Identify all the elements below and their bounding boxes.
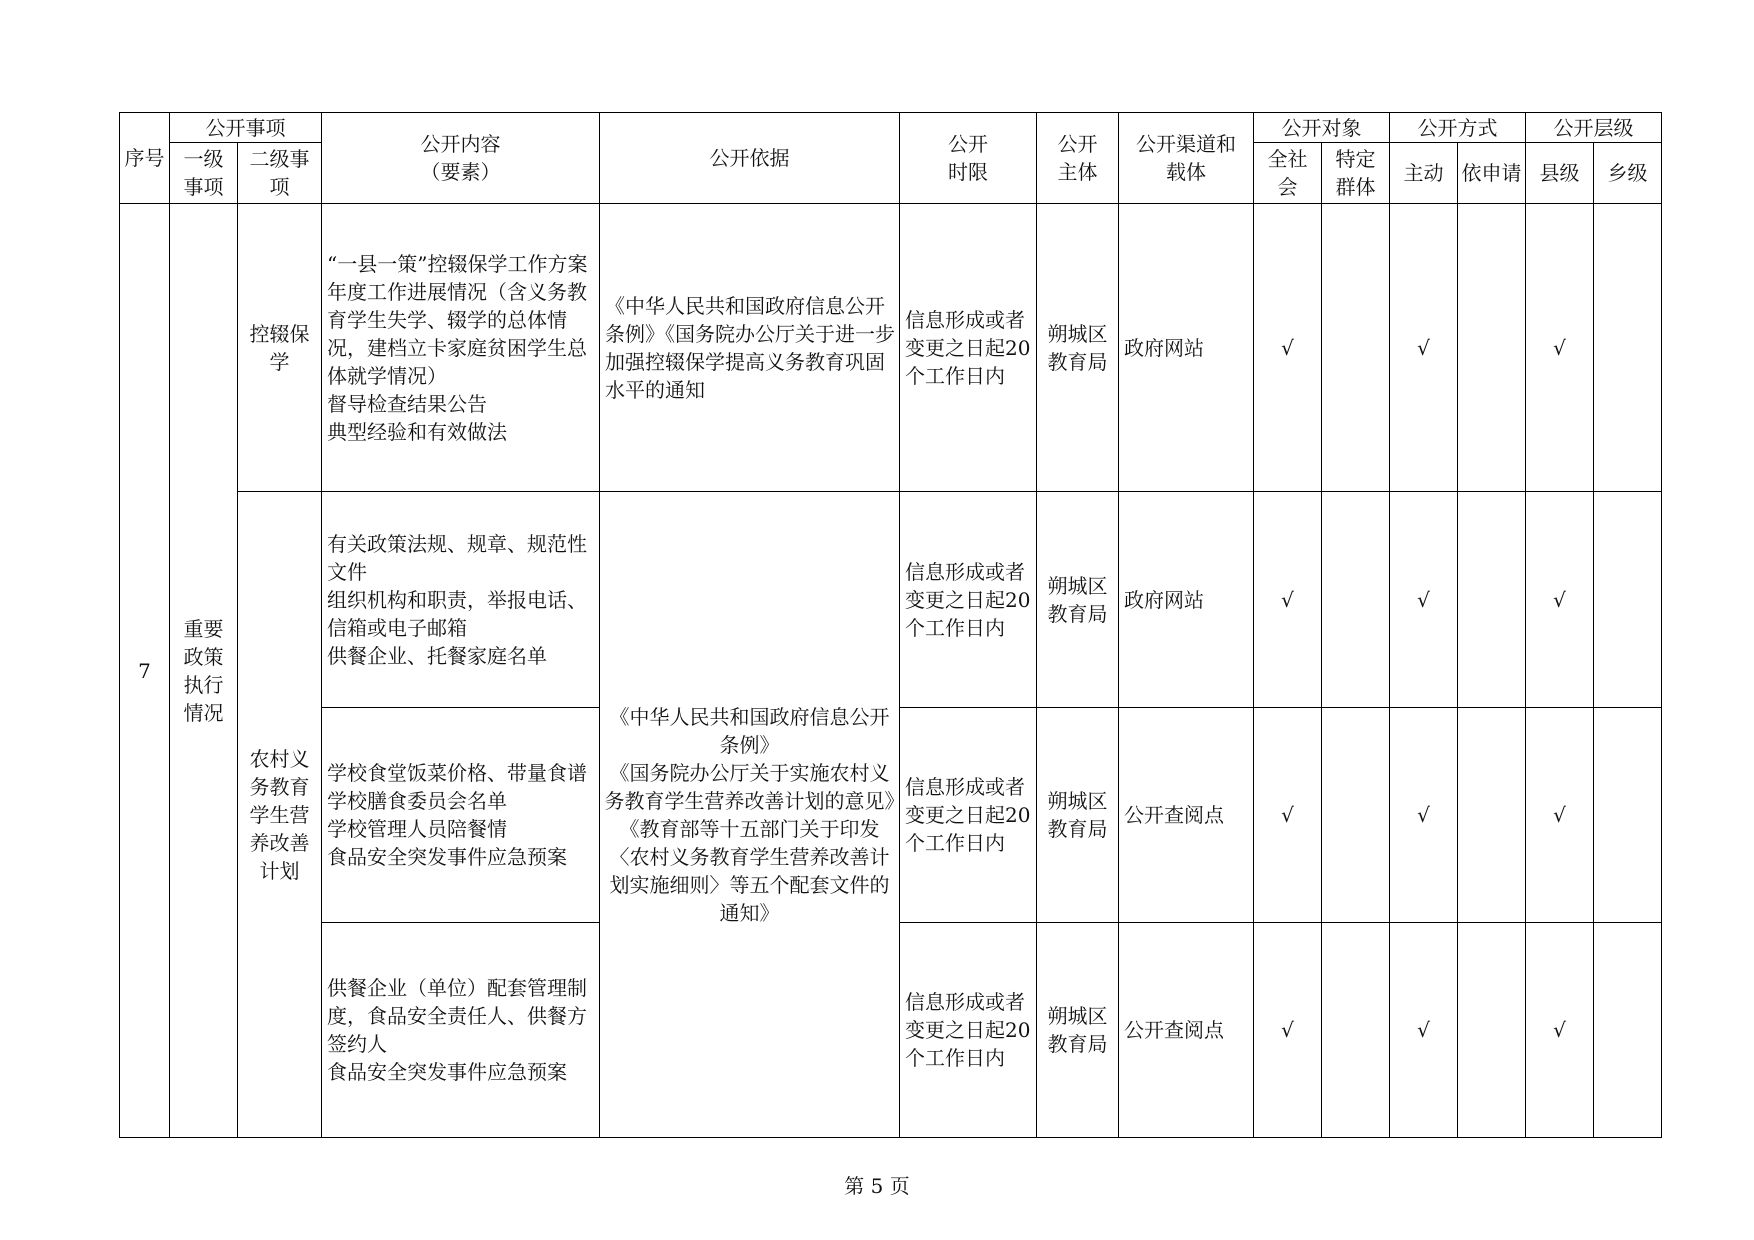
row-content: 学校食堂饭菜价格、带量食谱 学校膳食委员会名单 学校管理人员陪餐情 食品安全突发事件应急预案 [322, 708, 600, 923]
header-method-apply: 依申请 [1458, 143, 1526, 204]
row-level-county: √ [1526, 492, 1594, 708]
table-row [120, 492, 1662, 708]
row-target-all: √ [1254, 204, 1322, 492]
header-level-county: 县级 [1526, 143, 1594, 204]
header-public-items: 公开事项 [170, 113, 322, 143]
row-content: 有关政策法规、规章、规范性文件 组织机构和职责，举报电话、信箱或电子邮箱 供餐企业、托餐家庭名单 [322, 492, 600, 708]
row-method-apply [1458, 708, 1526, 923]
row-subject: 朔城区 教育局 [1037, 923, 1119, 1138]
row-target-all: √ [1254, 492, 1322, 708]
row-method-apply [1458, 492, 1526, 708]
row-time-limit: 信息形成或者变更之日起20个工作日内 [900, 204, 1037, 492]
header-time-limit: 公开 时限 [900, 113, 1037, 204]
row-channel: 政府网站 [1119, 204, 1254, 492]
row-method-active: √ [1390, 708, 1458, 923]
header-content: 公开内容 （要素） [322, 113, 600, 204]
row-level2: 农村义 务教育 学生营 养改善 计划 [238, 492, 322, 1138]
row-target-specific [1322, 204, 1390, 492]
header-basis: 公开依据 [600, 113, 900, 204]
row-level-town [1594, 204, 1662, 492]
row-method-active: √ [1390, 204, 1458, 492]
row-level-town [1594, 708, 1662, 923]
disclosure-table [119, 112, 1662, 1138]
row-method-active: √ [1390, 923, 1458, 1138]
row-target-all: √ [1254, 923, 1322, 1138]
row-basis: 《中华人民共和国政府信息公开条例》《国务院办公厅关于进一步加强控辍保学提高义务教育巩固水平的通知 [600, 204, 900, 492]
header-subject: 公开 主体 [1037, 113, 1119, 204]
header-level: 公开层级 [1526, 113, 1662, 143]
row-subject: 朔城区 教育局 [1037, 204, 1119, 492]
header-channel: 公开渠道和 载体 [1119, 113, 1254, 204]
row-target-specific [1322, 492, 1390, 708]
row-time-limit: 信息形成或者变更之日起20个工作日内 [900, 923, 1037, 1138]
header-level-town: 乡级 [1594, 143, 1662, 204]
table-row [120, 204, 1662, 492]
row-time-limit: 信息形成或者变更之日起20个工作日内 [900, 492, 1037, 708]
header-target-specific: 特定 群体 [1322, 143, 1390, 204]
row-channel: 公开查阅点 [1119, 923, 1254, 1138]
row-channel: 公开查阅点 [1119, 708, 1254, 923]
row-time-limit: 信息形成或者变更之日起20个工作日内 [900, 708, 1037, 923]
row-target-specific [1322, 923, 1390, 1138]
row-basis: 《中华人民共和国政府信息公开条例》 《国务院办公厅关于实施农村义务教育学生营养改善计划的意见》《教育部等十五部门关于印发〈农村义务教育学生营养改善计划实施细则〉等五个配套文件的通知》 [600, 492, 900, 1138]
header-method: 公开方式 [1390, 113, 1526, 143]
row-method-apply [1458, 923, 1526, 1138]
row-level1: 重要 政策 执行 情况 [170, 204, 238, 1138]
row-seq: 7 [120, 204, 170, 1138]
header-seq: 序号 [120, 113, 170, 204]
page-number: 第 5 页 [844, 1174, 910, 1198]
row-content: “一县一策”控辍保学工作方案 年度工作进展情况（含义务教育学生失学、辍学的总体情况，建档立卡家庭贫困学生总体就学情况） 督导检查结果公告 典型经验和有效做法 [322, 204, 600, 492]
header-level2: 二级事 项 [238, 143, 322, 204]
header-target: 公开对象 [1254, 113, 1390, 143]
row-channel: 政府网站 [1119, 492, 1254, 708]
row-method-apply [1458, 204, 1526, 492]
row-level2: 控辍保 学 [238, 204, 322, 492]
row-target-all: √ [1254, 708, 1322, 923]
row-subject: 朔城区 教育局 [1037, 708, 1119, 923]
row-level-county: √ [1526, 708, 1594, 923]
row-level-county: √ [1526, 204, 1594, 492]
row-level-town [1594, 923, 1662, 1138]
row-content: 供餐企业（单位）配套管理制度，食品安全责任人、供餐方签约人 食品安全突发事件应急预案 [322, 923, 600, 1138]
row-target-specific [1322, 708, 1390, 923]
row-method-active: √ [1390, 492, 1458, 708]
row-level-county: √ [1526, 923, 1594, 1138]
header-method-active: 主动 [1390, 143, 1458, 204]
row-level-town [1594, 492, 1662, 708]
header-level1: 一级 事项 [170, 143, 238, 204]
header-target-all: 全社 会 [1254, 143, 1322, 204]
row-subject: 朔城区 教育局 [1037, 492, 1119, 708]
